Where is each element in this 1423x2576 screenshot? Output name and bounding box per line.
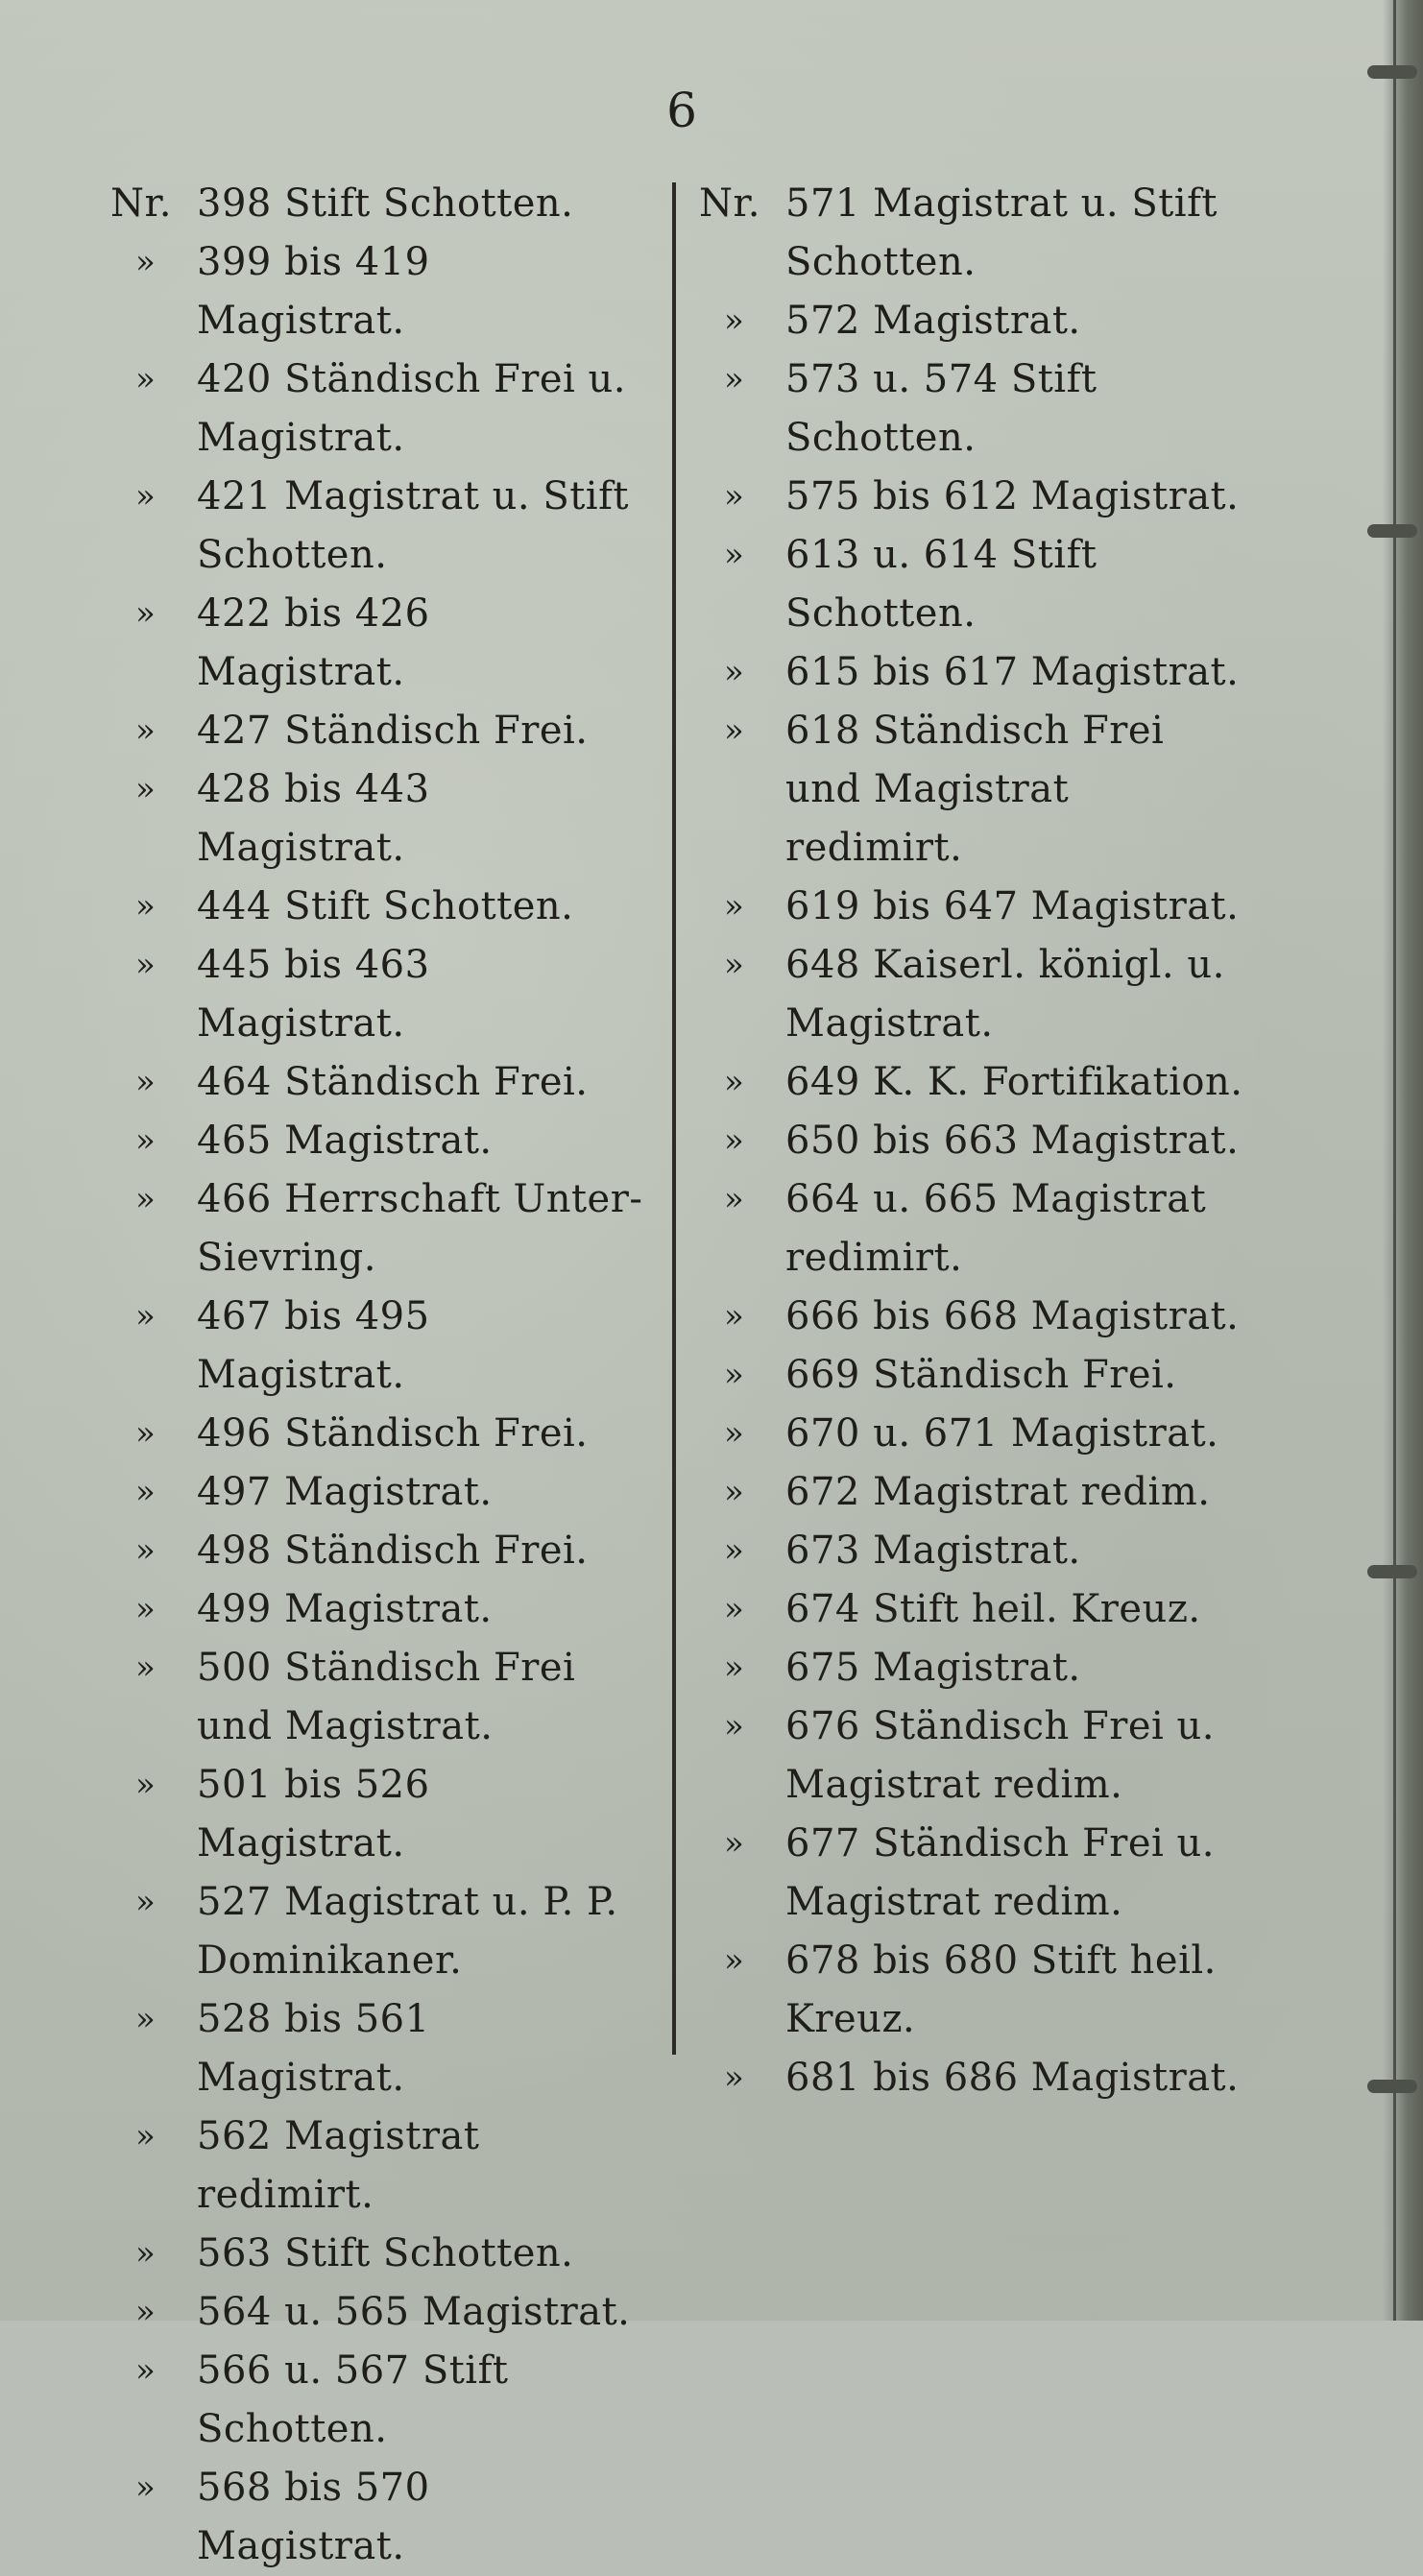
entry-text: 566 u. 567 Stift Schotten.	[197, 2348, 509, 2451]
ditto-mark: »	[135, 2234, 157, 2273]
register-entry	[699, 1405, 1246, 1463]
ditto-mark: »	[724, 1180, 745, 1218]
entry-text: 428 bis 443 Magistrat.	[197, 767, 430, 870]
entry-text: 422 bis 426 Magistrat.	[197, 591, 430, 694]
binding-thread-knot	[1367, 2080, 1417, 2093]
register-entry	[699, 1522, 1246, 1580]
ditto-mark: »	[135, 1766, 157, 1804]
register-entry	[699, 1346, 1246, 1405]
ditto-mark: »	[135, 2293, 157, 2331]
ditto-mark: »	[724, 536, 745, 574]
entry-text: 568 bis 570 Magistrat.	[197, 2466, 430, 2568]
register-entry	[110, 936, 648, 1053]
register-entry	[110, 1053, 648, 1112]
ditto-mark: »	[724, 301, 745, 340]
ditto-mark: »	[724, 477, 745, 516]
register-entry	[699, 175, 1246, 292]
register-entry	[699, 936, 1246, 1053]
ditto-mark: »	[724, 1297, 745, 1336]
register-entry	[110, 2107, 648, 2225]
number-label: Nr.	[699, 181, 760, 226]
entry-text: 445 bis 463 Magistrat.	[197, 943, 430, 1046]
register-entry	[699, 1288, 1246, 1346]
entry-text: 497 Magistrat.	[197, 1470, 493, 1514]
register-entry	[110, 1405, 648, 1463]
register-entry	[110, 468, 648, 585]
entry-text: 674 Stift heil. Kreuz.	[785, 1587, 1201, 1631]
entry-text: 681 bis 686 Magistrat.	[785, 2056, 1240, 2100]
entry-text: 465 Magistrat.	[197, 1119, 493, 1163]
ditto-mark: »	[724, 1414, 745, 1453]
entry-text: 501 bis 526 Magistrat.	[197, 1763, 430, 1866]
register-entry	[699, 702, 1246, 878]
column-divider	[672, 182, 676, 2055]
entry-text: 648 Kaiserl. königl. u. Magistrat.	[785, 943, 1225, 1046]
book-binding-edge	[1383, 0, 1423, 2321]
entry-text: 575 bis 612 Magistrat.	[785, 474, 1240, 518]
register-entry	[110, 175, 648, 233]
register-entry	[110, 1112, 648, 1170]
ditto-mark: »	[135, 2000, 157, 2038]
register-entry	[110, 1522, 648, 1580]
register-entry	[110, 1873, 648, 1990]
entry-text: 613 u. 614 Stift Schotten.	[785, 533, 1097, 636]
ditto-mark: »	[135, 477, 157, 516]
entry-text: 498 Ständisch Frei.	[197, 1529, 589, 1573]
entry-text: 563 Stift Schotten.	[197, 2231, 574, 2275]
ditto-mark: »	[724, 1063, 745, 1101]
ditto-mark: »	[135, 594, 157, 633]
ditto-mark: »	[724, 1356, 745, 1394]
entry-text: 672 Magistrat redim.	[785, 1470, 1211, 1514]
ditto-mark: »	[135, 2117, 157, 2155]
ditto-mark: »	[135, 946, 157, 984]
register-entry	[699, 292, 1246, 350]
entry-text: 675 Magistrat.	[785, 1646, 1081, 1690]
register-entry	[699, 1112, 1246, 1170]
entry-text: 673 Magistrat.	[785, 1529, 1081, 1573]
ditto-mark: »	[724, 1649, 745, 1687]
register-entry	[110, 878, 648, 936]
entry-text: 666 bis 668 Magistrat.	[785, 1294, 1240, 1338]
ditto-mark: »	[135, 1473, 157, 1511]
page-number: 6	[666, 83, 697, 138]
binding-thread-knot	[1367, 524, 1417, 538]
register-entry	[699, 468, 1246, 526]
entry-text: 670 u. 671 Magistrat.	[785, 1411, 1219, 1456]
entry-text: 420 Ständisch Frei u. Magistrat.	[197, 357, 626, 460]
ditto-mark: »	[135, 1414, 157, 1453]
ditto-mark: »	[724, 360, 745, 398]
register-entry	[110, 2459, 648, 2576]
entry-text: 664 u. 665 Magistrat redimirt.	[785, 1177, 1207, 1280]
ditto-mark: »	[135, 360, 157, 398]
ditto-mark: »	[135, 2351, 157, 2390]
entry-text: 564 u. 565 Magistrat.	[197, 2290, 631, 2334]
entry-text: 573 u. 574 Stift Schotten.	[785, 357, 1097, 460]
entry-text: 676 Ständisch Frei u. Magistrat redim.	[785, 1704, 1215, 1807]
register-entry	[110, 702, 648, 760]
entry-text: 467 bis 495 Magistrat.	[197, 1294, 430, 1397]
ditto-mark: »	[724, 653, 745, 691]
ditto-mark: »	[135, 1883, 157, 1921]
ditto-mark: »	[135, 1649, 157, 1687]
right-column	[699, 175, 1246, 2107]
ditto-mark: »	[724, 1590, 745, 1628]
register-entry	[110, 2342, 648, 2459]
entry-text: 444 Stift Schotten.	[197, 884, 574, 928]
register-entry	[699, 526, 1246, 643]
register-entry	[110, 1756, 648, 1873]
register-entry	[110, 1580, 648, 1639]
register-entry	[699, 1639, 1246, 1697]
entry-text: 398 Stift Schotten.	[197, 181, 574, 226]
left-column	[110, 175, 648, 2576]
ditto-mark: »	[724, 1824, 745, 1863]
binding-thread-knot	[1367, 1565, 1417, 1578]
register-entry	[110, 1990, 648, 2107]
register-entry	[110, 585, 648, 702]
entry-text: 669 Ständisch Frei.	[785, 1353, 1177, 1397]
ditto-mark: »	[724, 946, 745, 984]
ditto-mark: »	[135, 1531, 157, 1570]
register-entry	[699, 878, 1246, 936]
register-entry	[699, 1463, 1246, 1522]
ditto-mark: »	[724, 1473, 745, 1511]
register-entry	[110, 1639, 648, 1756]
entry-text: 650 bis 663 Magistrat.	[785, 1119, 1240, 1163]
register-entry	[110, 1288, 648, 1405]
register-entry	[699, 350, 1246, 468]
register-entry	[110, 2225, 648, 2283]
entry-text: 527 Magistrat u. P. P. Dominikaner.	[197, 1880, 618, 1983]
entry-text: 500 Ständisch Frei und Magistrat.	[197, 1646, 576, 1748]
register-entry	[699, 643, 1246, 702]
entry-text: 619 bis 647 Magistrat.	[785, 884, 1240, 928]
entry-text: 678 bis 680 Stift heil. Kreuz.	[785, 1938, 1217, 2041]
entry-text: 649 K. K. Fortifikation.	[785, 1060, 1243, 1104]
ditto-mark: »	[135, 2468, 157, 2507]
binding-spine-line	[1393, 0, 1396, 2321]
register-entry	[110, 233, 648, 350]
entry-text: 496 Ständisch Frei.	[197, 1411, 589, 1456]
ditto-mark: »	[724, 887, 745, 926]
entry-text: 466 Herrschaft Unter-Sievring.	[197, 1177, 643, 1280]
number-label: Nr.	[110, 181, 172, 226]
register-entry	[110, 2283, 648, 2342]
register-entry	[699, 1170, 1246, 1288]
ditto-mark: »	[135, 770, 157, 808]
entry-text: 677 Ständisch Frei u. Magistrat redim.	[785, 1821, 1215, 1924]
ditto-mark: »	[724, 711, 745, 750]
binding-thread-knot	[1367, 65, 1417, 79]
ditto-mark: »	[135, 1180, 157, 1218]
entry-text: 572 Magistrat.	[785, 299, 1081, 343]
entry-text: 618 Ständisch Frei und Magistrat redimirt.	[785, 709, 1165, 870]
ditto-mark: »	[724, 1707, 745, 1745]
entry-text: 399 bis 419 Magistrat.	[197, 240, 430, 343]
entry-text: 427 Ständisch Frei.	[197, 709, 589, 753]
entry-text: 421 Magistrat u. Stift Schotten.	[197, 474, 629, 577]
entry-text: 499 Magistrat.	[197, 1587, 493, 1631]
register-entry	[699, 1580, 1246, 1639]
register-entry	[699, 1932, 1246, 2049]
ditto-mark: »	[135, 711, 157, 750]
ditto-mark: »	[724, 1121, 745, 1160]
register-entry	[699, 2049, 1246, 2107]
entry-text: 562 Magistrat redimirt.	[197, 2114, 480, 2217]
register-entry	[110, 1170, 648, 1288]
ditto-mark: »	[724, 1941, 745, 1980]
ditto-mark: »	[135, 1297, 157, 1336]
entry-text: 615 bis 617 Magistrat.	[785, 650, 1240, 694]
ditto-mark: »	[135, 1063, 157, 1101]
entry-text: 571 Magistrat u. Stift Schotten.	[785, 181, 1218, 284]
register-entry	[699, 1697, 1246, 1815]
ditto-mark: »	[135, 243, 157, 281]
register-entry	[699, 1815, 1246, 1932]
entry-text: 464 Ständisch Frei.	[197, 1060, 589, 1104]
register-entry	[110, 1463, 648, 1522]
ditto-mark: »	[724, 1531, 745, 1570]
register-entry	[699, 1053, 1246, 1112]
ditto-mark: »	[135, 1590, 157, 1628]
ditto-mark: »	[135, 887, 157, 926]
register-entry	[110, 760, 648, 878]
ditto-mark: »	[724, 2058, 745, 2097]
entry-text: 528 bis 561 Magistrat.	[197, 1997, 430, 2100]
ditto-mark: »	[135, 1121, 157, 1160]
register-entry	[110, 350, 648, 468]
